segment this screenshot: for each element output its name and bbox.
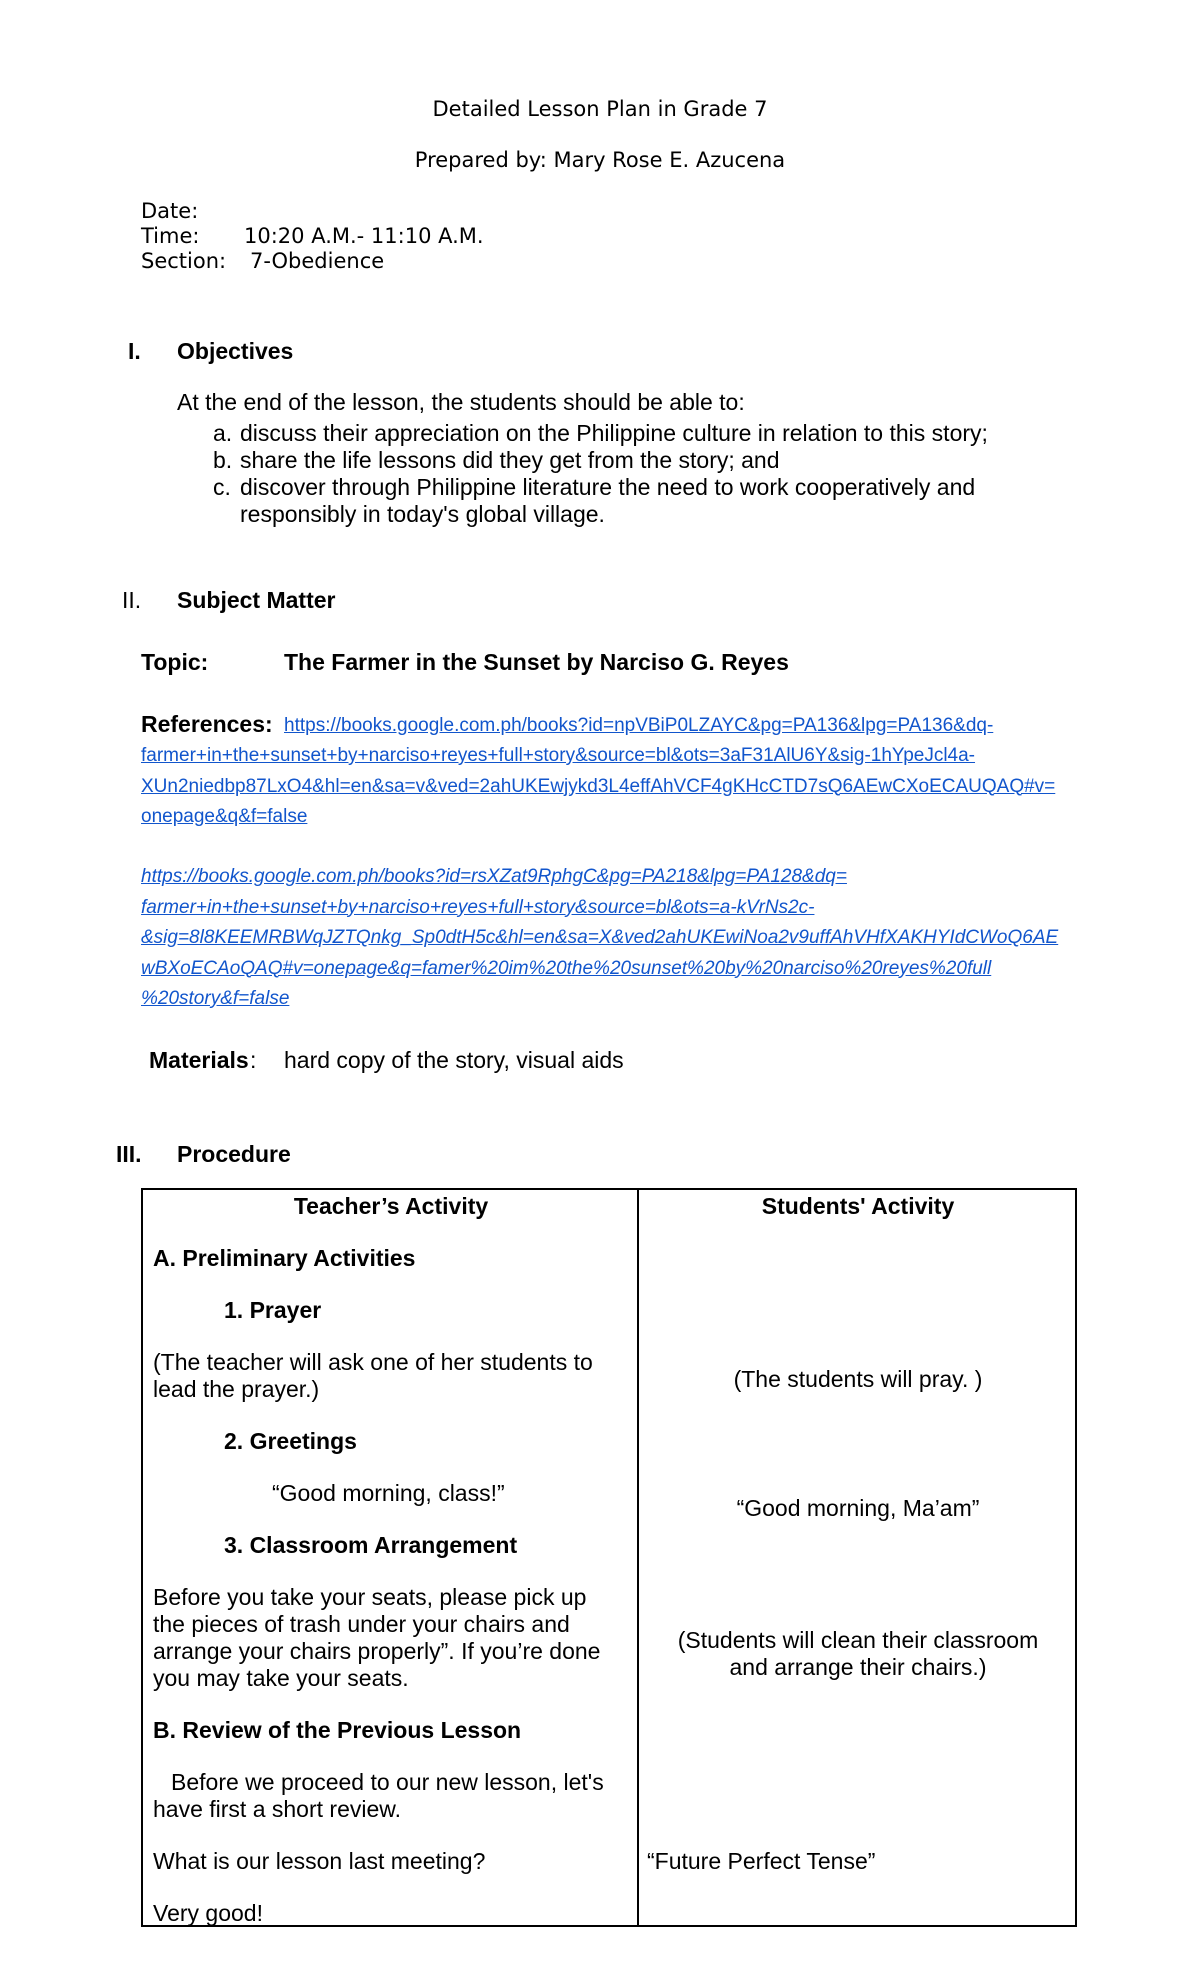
prayer-teacher-text: (The teacher will ask one of her students to [153,1349,593,1375]
arrangement-heading: 3. Classroom Arrangement [224,1532,518,1558]
review-teacher-text: Before we proceed to our new lesson, let's [171,1769,604,1795]
procedure-table [141,1188,1077,1927]
teacher-activity-column [142,1189,638,1926]
reference-link-line[interactable]: https://books.google.com.ph/books?id=rsXZat9RphgC&pg=PA218&lpg=PA128&dq= [141,866,847,887]
prepared-by: Prepared by: Mary Rose E. Azucena [414,148,786,172]
objective-letter: a. [213,420,233,446]
reference-link-line[interactable]: farmer+in+the+sunset+by+narciso+reyes+full+story&source=bl&ots=3aF31AlU6Y&sig-1hYpeJcl4a- [141,745,976,766]
review-teacher-text: have first a short review. [153,1796,401,1822]
reference-link-line[interactable]: https://books.google.com.ph/books?id=npVBiP0LZAYC&pg=PA136&lpg=PA136&dq- [284,715,994,736]
arrangement-teacher-text: arrange your chairs properly”. If you’re done [153,1638,601,1664]
objective-item: discover through Philippine literature the need to work cooperatively and [240,474,976,500]
objectives-heading: Objectives [177,338,294,364]
students-activity-header: Students' Activity [761,1193,955,1219]
materials-value: hard copy of the story, visual aids [284,1047,624,1073]
table-row [142,1189,1076,1926]
objective-item: discuss their appreciation on the Philippine culture in relation to this story; [240,420,988,446]
greetings-students-text: “Good morning, Ma’am” [736,1495,980,1521]
subject-matter-numeral: II. [122,587,142,613]
arrangement-teacher-text: Before you take your seats, please pick up [153,1584,587,1610]
objective-letter: c. [213,474,231,500]
time-label: Time: [141,224,200,248]
topic-value: The Farmer in the Sunset by Narciso G. Reyes [284,649,789,675]
reference-link-1[interactable] [284,711,993,742]
objective-letter: b. [213,447,233,473]
reference-link-line[interactable]: farmer+in+the+sunset+by+narciso+reyes+full+story&source=bl&ots=a-kVrNs2c- [141,896,815,918]
arrangement-students-text: and arrange their chairs.) [729,1654,987,1680]
review-heading: B. Review of the Previous Lesson [153,1717,522,1743]
objectives-numeral: I. [128,338,141,364]
reference-link-line[interactable]: wBXoECAoQAQ#v=onepage&q=famer%20im%20the%20sunset%20by%20narciso%20reyes%20full [141,957,992,979]
prayer-heading: 1. Prayer [224,1297,322,1323]
prayer-students-text: (The students will pray. ) [733,1366,983,1392]
review-end: Very good! [153,1900,263,1926]
greetings-heading: 2. Greetings [224,1428,357,1454]
review-question: What is our lesson last meeting? [153,1848,486,1874]
reference-link-line[interactable]: onepage&q&f=false [141,806,308,827]
time-value: 10:20 A.M.- 11:10 A.M. [244,224,484,248]
students-activity-column [638,1189,1076,1926]
objective-item: share the life lessons did they get from the story; and [240,447,780,473]
section-label: Section: [141,249,227,273]
arrangement-teacher-text: you may take your seats. [153,1665,409,1691]
reference-link-line[interactable]: XUn2niedbp87LxO4&hl=en&sa=v&ved=2ahUKEwjykd3L4effAhVCF4gKHcCTD7sQ6AEwCXoECAUQAQ#v= [141,775,1056,797]
prayer-teacher-text: lead the prayer.) [153,1376,320,1402]
arrangement-teacher-text: the pieces of trash under your chairs and [153,1611,570,1637]
section-value: 7-Obedience [250,249,385,273]
review-students-answer: “Future Perfect Tense” [647,1848,876,1874]
greetings-teacher-text: “Good morning, class!” [272,1480,505,1506]
materials-label: Materials [149,1047,249,1073]
reference-link-line[interactable]: &sig=8l8KEEMRBWqJZTQnkg_Sp0dtH5c&hl=en&sa=X&ved2ahUKEwiNoa2v9uffAhVHfXAKHYIdCWoQ6AE [141,927,1059,948]
procedure-heading: Procedure [177,1141,291,1167]
preliminary-heading: A. Preliminary Activities [153,1245,416,1271]
teacher-activity-header: Teacher’s Activity [293,1193,489,1219]
reference-link-1-continued[interactable] [141,741,1055,833]
references-label: References: [141,711,273,737]
document-title: Detailed Lesson Plan in Grade 7 [432,97,768,121]
procedure-numeral: III. [116,1141,142,1167]
objectives-intro: At the end of the lesson, the students should be able to: [177,389,745,415]
materials-colon: : [250,1047,257,1073]
reference-link-2[interactable] [141,862,1058,1015]
subject-matter-heading: Subject Matter [177,587,336,613]
objective-item-continued: responsibly in today's global village. [240,501,605,527]
topic-label: Topic: [141,649,209,675]
reference-link-line[interactable]: %20story&f=false [141,988,290,1009]
date-label: Date: [141,199,199,223]
arrangement-students-text: (Students will clean their classroom [677,1627,1039,1653]
